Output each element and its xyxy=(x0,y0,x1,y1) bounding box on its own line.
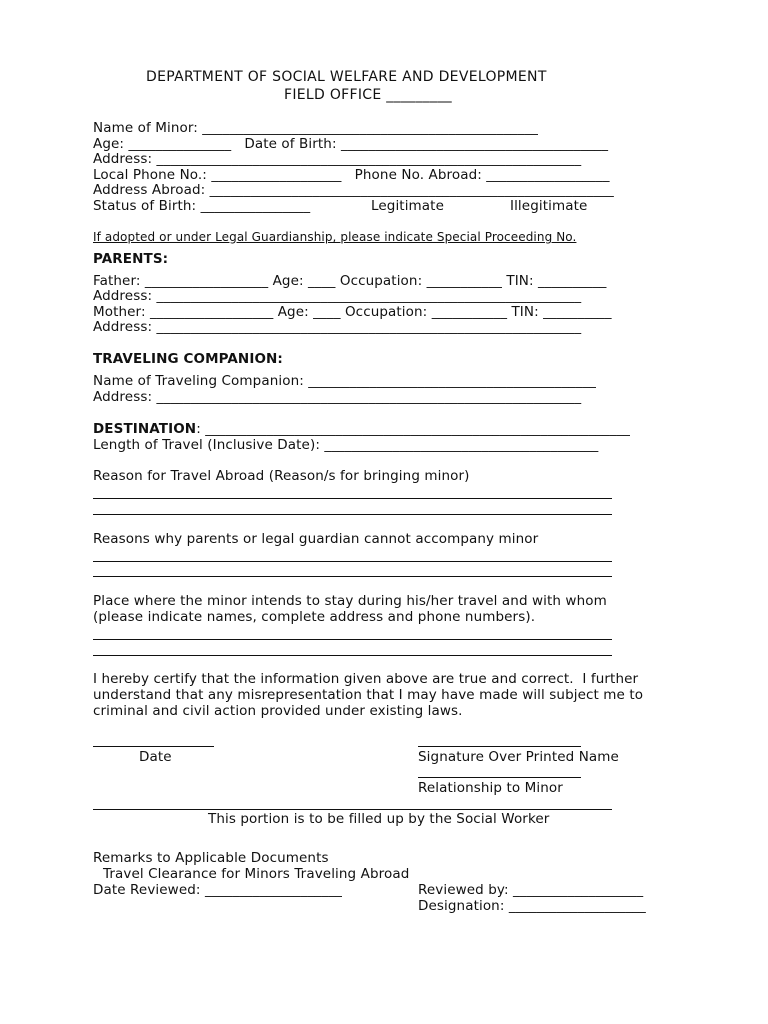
phone-fields[interactable]: Local Phone No.: ___________________ Phone No. Abroad: __________________ xyxy=(93,167,610,183)
parents-heading: PARENTS: xyxy=(93,251,169,267)
department-title: DEPARTMENT OF SOCIAL WELFARE AND DEVELOPMENT xyxy=(146,69,547,85)
stay-label-1: Place where the minor intends to stay during his/her travel and with whom xyxy=(93,593,607,609)
father-field[interactable]: Father: __________________ Age: ____ Occupation: ___________ TIN: __________ xyxy=(93,273,607,289)
remarks-heading: Remarks to Applicable Documents xyxy=(93,850,329,866)
stay-label-2: (please indicate names, complete address and phone numbers). xyxy=(93,609,536,625)
signature-line[interactable] xyxy=(418,746,581,747)
certification-line-3: criminal and civil action provided under existing laws. xyxy=(93,703,463,719)
signature-label: Signature Over Printed Name xyxy=(418,749,619,765)
reviewed-by-field[interactable]: Reviewed by: ___________________ xyxy=(418,882,644,898)
field-office-line: FIELD OFFICE _________ xyxy=(284,87,452,103)
date-reviewed-field[interactable]: Date Reviewed: ____________________ xyxy=(93,882,342,898)
destination-blank[interactable]: : ______________________________________________________________ xyxy=(196,421,630,437)
mother-field[interactable]: Mother: __________________ Age: ____ Occupation: ___________ TIN: __________ xyxy=(93,304,612,320)
age-dob-field[interactable]: Age: _______________ Date of Birth: _______________________________________ xyxy=(93,136,609,152)
remarks-subheading: Travel Clearance for Minors Traveling Abroad xyxy=(103,866,410,882)
relationship-label: Relationship to Minor xyxy=(418,780,563,796)
adoption-note: If adopted or under Legal Guardianship, please indicate Special Proceeding No. xyxy=(93,230,577,244)
name-of-minor-field[interactable]: Name of Minor: _________________________________________________ xyxy=(93,120,538,136)
mother-address-field[interactable]: Address: ______________________________________________________________ xyxy=(93,319,582,335)
stay-line-2[interactable] xyxy=(93,655,612,656)
status-of-birth-field[interactable]: Status of Birth: ________________ xyxy=(93,198,311,214)
designation-field[interactable]: Designation: ____________________ xyxy=(418,898,646,914)
stay-line-1[interactable] xyxy=(93,639,612,640)
reason-parents-line-1[interactable] xyxy=(93,561,612,562)
companion-address-field[interactable]: Address: ______________________________________________________________ xyxy=(93,389,582,405)
reason-travel-line-2[interactable] xyxy=(93,514,612,515)
legitimate-option[interactable]: Legitimate xyxy=(371,198,444,214)
social-worker-note: This portion is to be filled up by the Social Worker xyxy=(208,811,550,827)
reason-parents-line-2[interactable] xyxy=(93,576,612,577)
date-signature-line[interactable] xyxy=(93,746,214,747)
minor-address-field[interactable]: Address: ______________________________________________________________ xyxy=(93,151,582,167)
companion-name-field[interactable]: Name of Traveling Companion: __________________________________________ xyxy=(93,373,596,389)
reason-parents-label: Reasons why parents or legal guardian cannot accompany minor xyxy=(93,531,539,547)
destination-label: DESTINATION xyxy=(93,421,197,437)
social-worker-divider xyxy=(93,809,612,810)
companion-heading: TRAVELING COMPANION: xyxy=(93,351,283,367)
illegitimate-option[interactable]: Illegitimate xyxy=(510,198,588,214)
date-label: Date xyxy=(139,749,172,765)
destination-field[interactable] xyxy=(93,421,630,437)
relationship-line[interactable] xyxy=(418,777,581,778)
reason-travel-line-1[interactable] xyxy=(93,498,612,499)
certification-line-2: understand that any misrepresentation that I may have made will subject me to xyxy=(93,687,644,703)
reason-travel-label: Reason for Travel Abroad (Reason/s for bringing minor) xyxy=(93,468,470,484)
father-address-field[interactable]: Address: ______________________________________________________________ xyxy=(93,288,582,304)
address-abroad-field[interactable]: Address Abroad: ___________________________________________________________ xyxy=(93,182,614,198)
certification-line-1: I hereby certify that the information given above are true and correct. I further xyxy=(93,671,639,687)
length-of-travel-field[interactable]: Length of Travel (Inclusive Date): ________________________________________ xyxy=(93,437,599,453)
